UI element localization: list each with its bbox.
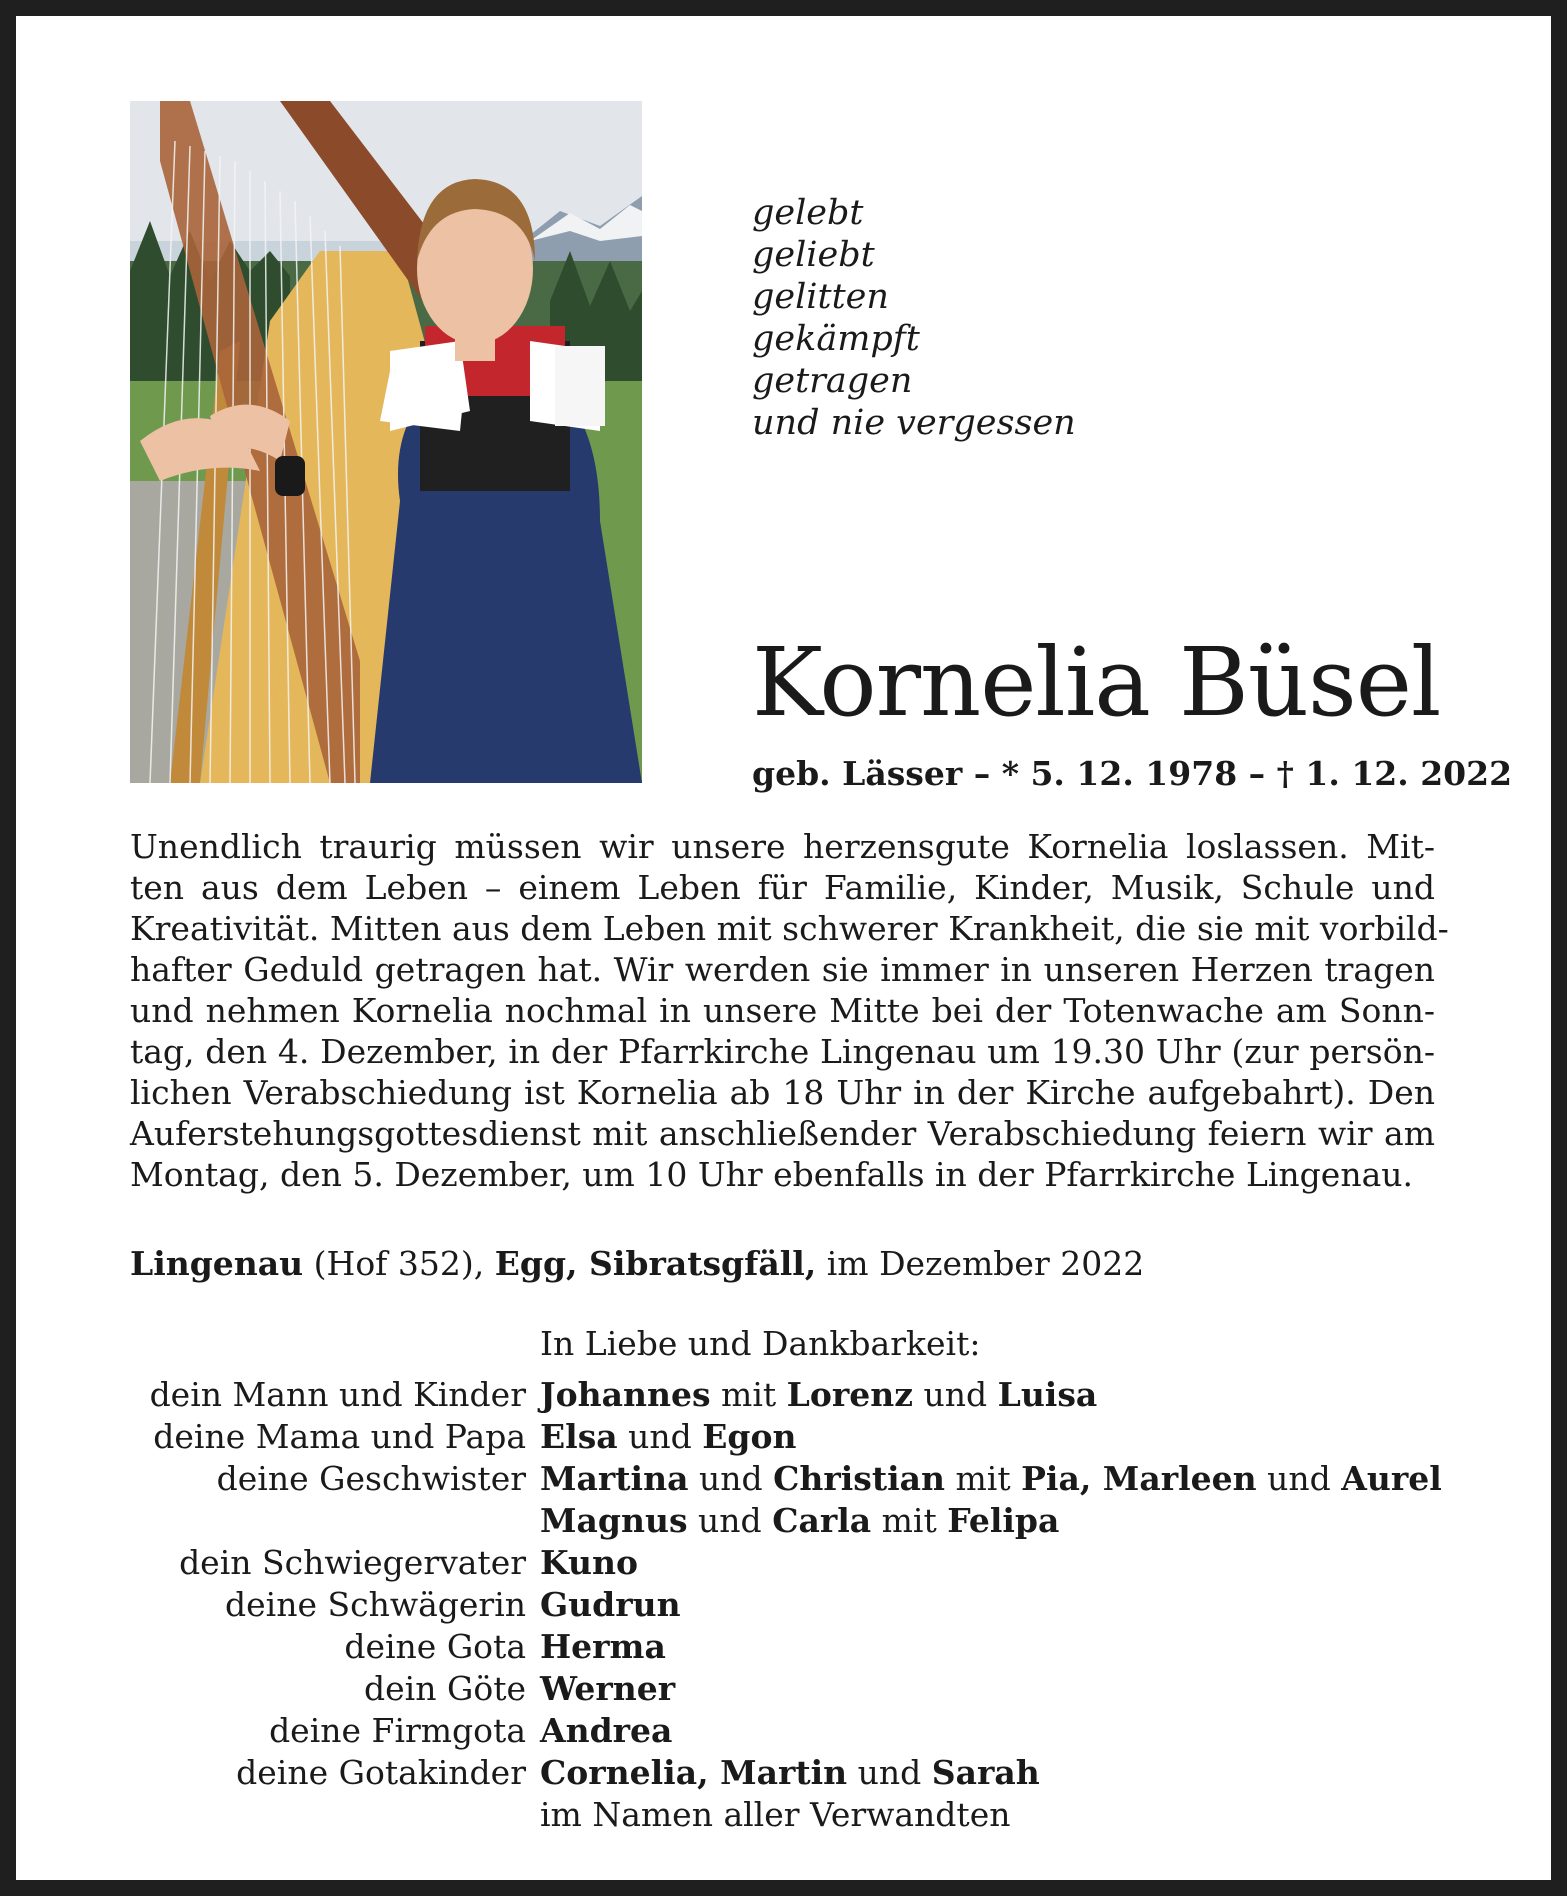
relative-name: Kuno: [540, 1543, 638, 1582]
relative-names: [540, 1458, 1442, 1500]
relative-name: Martina: [540, 1459, 689, 1498]
connector-text: und: [617, 1417, 703, 1456]
relative-label: deine Gota: [344, 1627, 526, 1666]
relative-name: Werner: [540, 1669, 676, 1708]
relative-label: dein Schwiegervater: [179, 1543, 526, 1582]
connector-text: und: [912, 1375, 998, 1414]
poem-line: gekämpft: [752, 319, 920, 359]
relative-label: deine Geschwister: [216, 1459, 526, 1498]
text-line: Montag, den 5. Dezember, um 10 Uhr ebenfalls in der Pfarrkirche Lingenau.: [130, 1155, 1413, 1194]
relative-row: [0, 1752, 1567, 1794]
text-line: Auferstehungsgottesdienst mit anschließender Verabschiedung feiern wir am: [130, 1114, 1435, 1153]
relative-names: [540, 1500, 1059, 1542]
deceased-name: Kornelia Büsel: [752, 628, 1441, 738]
poem-line: getragen: [752, 361, 913, 401]
relative-name: Felipa: [947, 1501, 1060, 1540]
relative-name: Lorenz: [786, 1375, 913, 1414]
relative-label: deine Mama und Papa: [153, 1417, 526, 1456]
dankbarkeit-heading: In Liebe und Dankbarkeit:: [540, 1324, 981, 1363]
connector-text: mit: [871, 1501, 948, 1540]
relative-row: [0, 1374, 1567, 1416]
relative-names: [540, 1542, 638, 1584]
relative-name: Aurel: [1341, 1459, 1442, 1498]
text-line: Kreativität. Mitten aus dem Leben mit schwerer Krankheit, die sie mit vorbild-: [130, 909, 1449, 948]
relative-row: [0, 1794, 1567, 1836]
connector-text: und: [847, 1753, 932, 1792]
relative-row: [0, 1542, 1567, 1584]
relative-label: dein Mann und Kinder: [149, 1375, 526, 1414]
relative-name: Luisa: [997, 1375, 1098, 1414]
place-month: im Dezember 2022: [816, 1244, 1145, 1283]
relative-row: [0, 1668, 1567, 1710]
text-line: ten aus dem Leben – einem Leben für Familie, Kinder, Musik, Schule und: [130, 868, 1435, 907]
relative-names: [540, 1374, 1097, 1416]
relative-names: [540, 1710, 672, 1752]
relative-row: [0, 1458, 1567, 1500]
relative-row: [0, 1626, 1567, 1668]
relative-names: [540, 1626, 666, 1668]
portrait-photo: [130, 101, 642, 783]
connector-text: und: [1256, 1459, 1342, 1498]
place-egg-sibratsgfaell: Egg, Sibratsgfäll,: [494, 1244, 817, 1283]
text-line: und nehmen Kornelia nochmal in unsere Mitte bei der Totenwache am Sonn-: [130, 991, 1435, 1030]
relatives-list: [0, 1374, 1567, 1836]
relative-names: [540, 1668, 675, 1710]
relative-names: [540, 1752, 1040, 1794]
poem-line: geliebt: [752, 235, 875, 275]
text-line: hafter Geduld getragen hat. Wir werden sie immer in unseren Herzen tragen: [130, 950, 1435, 989]
relative-names: [540, 1794, 1010, 1836]
relative-name: Herma: [540, 1627, 666, 1666]
relative-name: Sarah: [931, 1753, 1040, 1792]
relative-names: [540, 1584, 681, 1626]
birth-death-dates: geb. Lässer – * 5. 12. 1978 – † 1. 12. 2022: [752, 754, 1513, 793]
connector-text: mit: [945, 1459, 1022, 1498]
relative-name: Carla: [772, 1501, 872, 1540]
relative-name: Andrea: [540, 1711, 673, 1750]
relative-name: Magnus: [540, 1501, 688, 1540]
relative-label: dein Göte: [364, 1669, 526, 1708]
relative-label: deine Firmgota: [269, 1711, 526, 1750]
relative-row: [0, 1584, 1567, 1626]
relative-name: Christian: [773, 1459, 945, 1498]
relative-name: Elsa: [540, 1417, 618, 1456]
connector-text: und: [688, 1459, 774, 1498]
relative-row: [0, 1416, 1567, 1458]
relative-name: Egon: [702, 1417, 797, 1456]
relative-name: Cornelia, Martin: [540, 1753, 848, 1792]
place-address: (Hof 352),: [303, 1244, 495, 1283]
connector-text: mit: [710, 1375, 787, 1414]
relative-label: deine Gotakinder: [236, 1753, 526, 1792]
connector-text: und: [687, 1501, 773, 1540]
relative-row: [0, 1710, 1567, 1752]
relative-name: Johannes: [540, 1375, 711, 1414]
poem-line: und nie vergessen: [752, 403, 1076, 443]
connector-text: im Namen aller Verwandten: [540, 1795, 1011, 1834]
relative-name: Pia, Marleen: [1021, 1459, 1257, 1498]
poem-line: gelitten: [752, 277, 889, 317]
harpist-photo: [130, 101, 642, 783]
poem-line: gelebt: [752, 193, 864, 233]
obituary-text: [130, 826, 1449, 1195]
place-and-date: [130, 1242, 1144, 1286]
text-line: lichen Verabschiedung ist Kornelia ab 18 Uhr in der Kirche aufgebahrt). Den: [130, 1073, 1435, 1112]
place-lingenau: Lingenau: [130, 1244, 304, 1283]
poem: [752, 192, 1076, 444]
relative-row: [0, 1500, 1567, 1542]
text-line: Unendlich traurig müssen wir unsere herzensgute Kornelia loslassen. Mit-: [130, 827, 1435, 866]
relative-names: [540, 1416, 797, 1458]
text-line: tag, den 4. Dezember, in der Pfarrkirche Lingenau um 19.30 Uhr (zur persön-: [130, 1032, 1435, 1071]
relative-label: deine Schwägerin: [225, 1585, 526, 1624]
relative-name: Gudrun: [540, 1585, 681, 1624]
